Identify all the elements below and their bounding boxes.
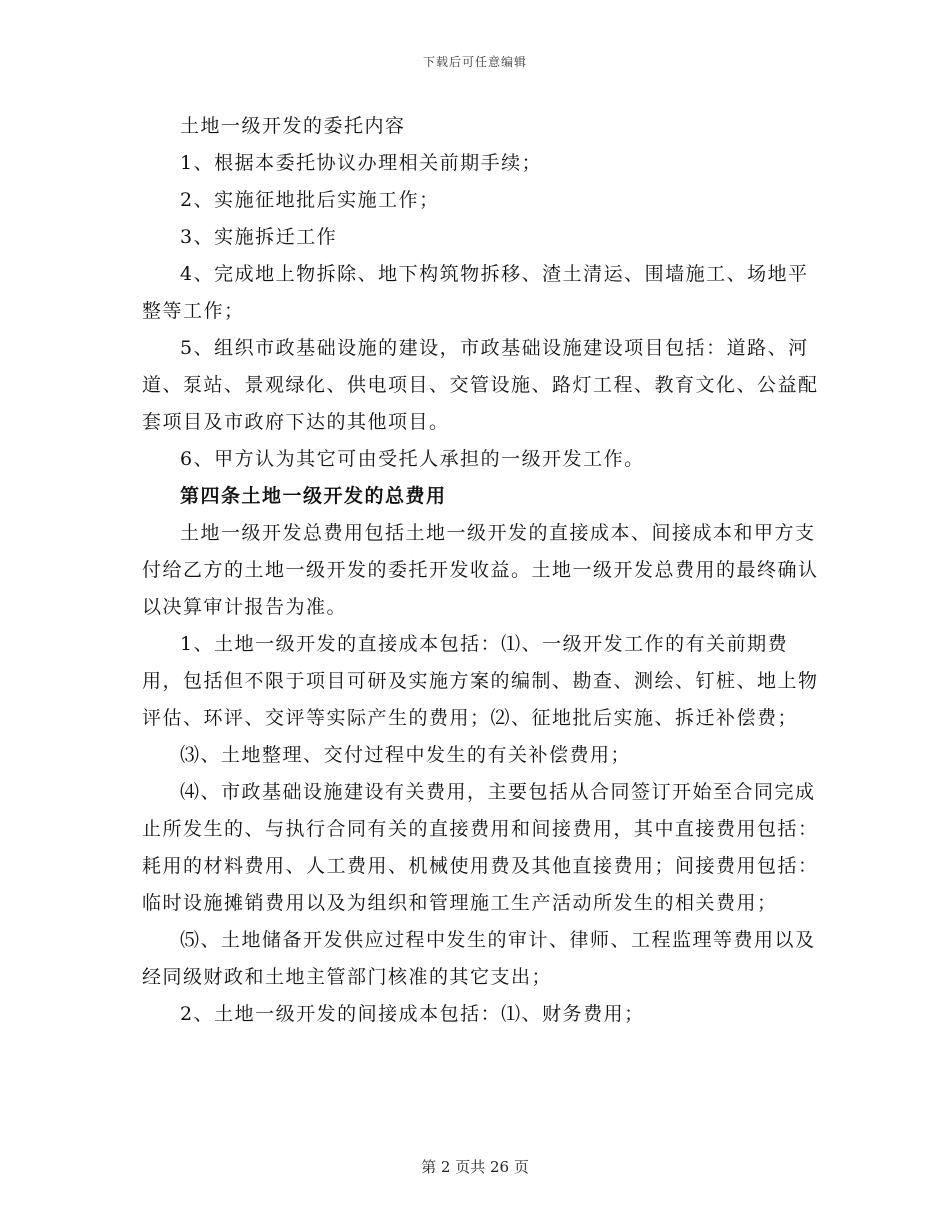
paragraph: 4、完成地上物拆除、地下构筑物拆移、渣土清运、围墙施工、场地平整等工作；: [142, 263, 809, 322]
paragraph: 1、土地一级开发的直接成本包括：⑴、一级开发工作的有关前期费用，包括但不限于项目可研及实施方案的编制、勘查、测绘、钉桩、地上物评估、环评、交评等实际产生的费用；⑵、征地批后实施、拆迁补偿费；: [142, 633, 819, 729]
section-heading: 第四条土地一级开发的总费用: [180, 485, 447, 507]
paragraph: 3、实施拆迁工作: [180, 226, 338, 248]
paragraph: 2、土地一级开发的间接成本包括：⑴、财务费用；: [180, 1003, 645, 1025]
document-body: [142, 108, 828, 1033]
paragraph: 2、实施征地批后实施工作；: [180, 189, 440, 211]
paragraph: ⑸、土地储备开发供应过程中发生的审计、律师、工程监理等费用以及经同级财政和土地主管部门核准的其它支出；: [142, 929, 816, 988]
paragraph: 土地一级开发总费用包括土地一级开发的直接成本、间接成本和甲方支付给乙方的土地一级开发的委托开发收益。土地一级开发总费用的最终确认以决算审计报告为准。: [142, 522, 819, 618]
paragraph: 6、甲方认为其它可由受托人承担的一级开发工作。: [180, 448, 645, 470]
page-header: 下载后可任意编辑: [422, 55, 527, 69]
paragraph: 土地一级开发的委托内容: [180, 115, 406, 137]
paragraph: ⑶、土地整理、交付过程中发生的有关补偿费用；: [180, 744, 632, 766]
paragraph: 1、根据本委托协议办理相关前期手续；: [180, 152, 543, 174]
page-footer: 第 2 页共 26 页: [421, 1158, 529, 1176]
paragraph: ⑷、市政基础设施建设有关费用，主要包括从合同签订开始至合同完成止所发生的、与执行合同有关的直接费用和间接费用，其中直接费用包括：耗用的材料费用、人工费用、机械使用费及其他直接费用；间接费用包括：临时设施摊销费用以及为组织和管理施工生产活动所发生的相关费用；: [142, 781, 819, 914]
paragraph: 5、组织市政基础设施的建设，市政基础设施建设项目包括：道路、河道、泵站、景观绿化、供电项目、交管设施、路灯工程、教育文化、公益配套项目及市政府下达的其他项目。: [142, 337, 819, 433]
